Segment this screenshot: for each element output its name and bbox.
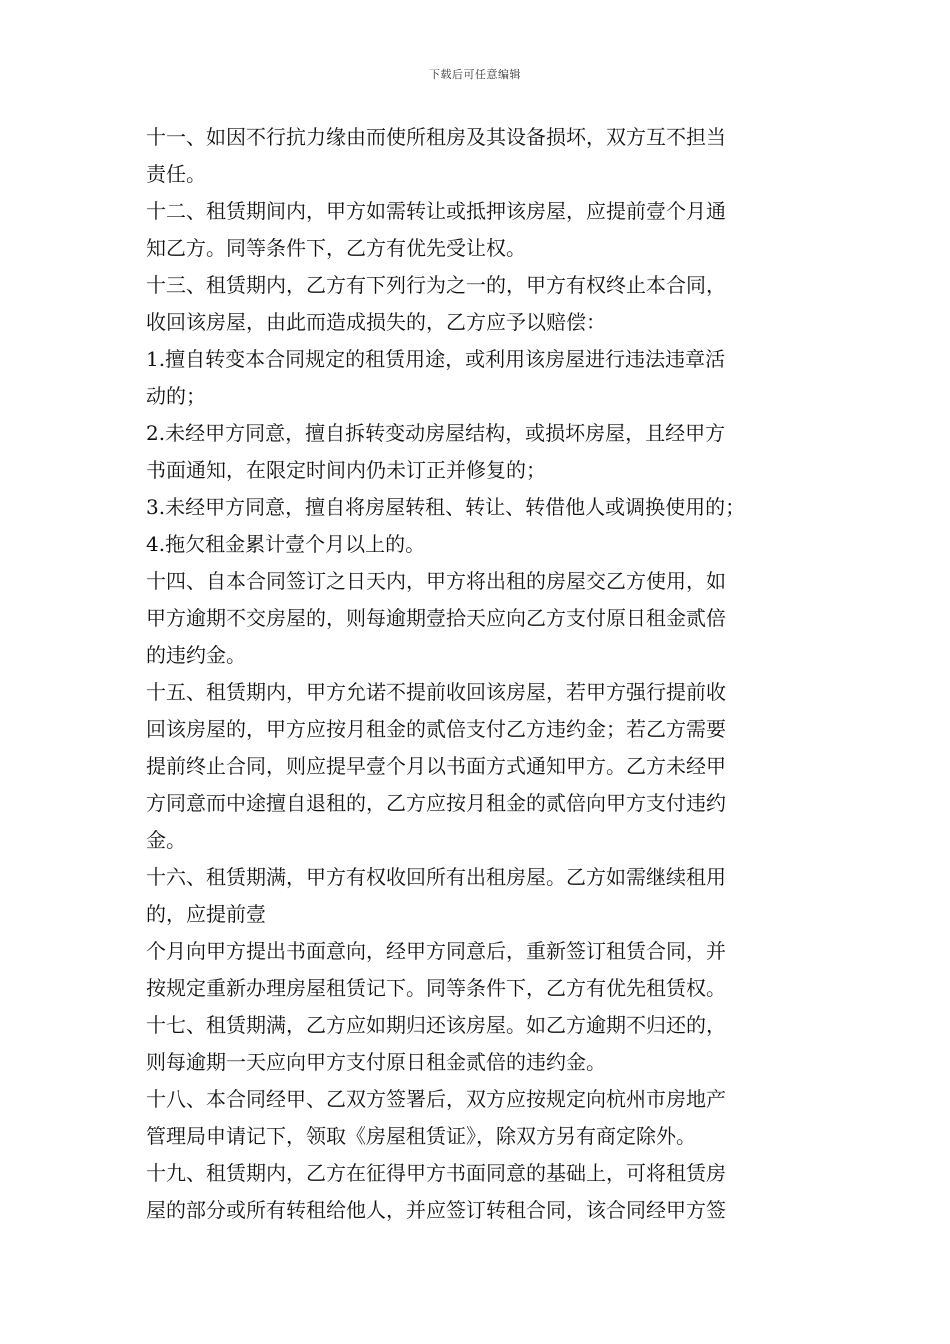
page-header-note: 下载后可任意编辑 (429, 68, 521, 81)
text-line: 屋的部分或所有转租给他人，并应签订转租合同，该合同经甲方签 (146, 1198, 726, 1222)
text-line: 则每逾期一天应向甲方支付原日租金贰倍的违约金。 (146, 1050, 606, 1074)
paragraph (146, 1007, 806, 1081)
text-line: 的，应提前壹 (146, 902, 266, 926)
text-line: 十六、租赁期满，甲方有权收回所有出租房屋。乙方如需继续租用 (146, 865, 726, 889)
text-line: 2.未经甲方同意，擅自拆转变动房屋结构，或损坏房屋，且经甲方 (146, 421, 726, 445)
text-line: 1.擅自转变本合同规定的租赁用途，或利用该房屋进行违法违章活 (146, 347, 726, 371)
text-line: 书面通知，在限定时间内仍未订正并修复的； (146, 458, 546, 482)
paragraph (146, 193, 806, 267)
text-line: 方同意而中途擅自退租的，乙方应按月租金的贰倍向甲方支付违约 (146, 791, 726, 815)
paragraph (146, 933, 806, 1007)
paragraph (146, 859, 806, 933)
text-line: 责任。 (146, 162, 206, 186)
paragraph (146, 489, 806, 526)
paragraph (146, 119, 806, 193)
paragraph (146, 267, 806, 341)
paragraph (146, 526, 806, 563)
paragraph (146, 341, 806, 415)
document-body (146, 119, 806, 1229)
text-line: 3.未经甲方同意，擅自将房屋转租、转让、转借他人或调换使用的； (146, 495, 746, 519)
paragraph (146, 415, 806, 489)
text-line: 4.拖欠租金累计壹个月以上的。 (146, 532, 426, 556)
text-line: 动的； (146, 384, 206, 408)
paragraph (146, 1155, 806, 1229)
text-line: 管理局申请记下，领取《房屋租赁证》，除双方另有商定除外。 (146, 1124, 696, 1148)
text-line: 十五、租赁期内，甲方允诺不提前收回该房屋，若甲方强行提前收 (146, 680, 726, 704)
text-line: 十二、租赁期间内，甲方如需转让或抵押该房屋，应提前壹个月通 (146, 199, 726, 223)
text-line: 金。 (146, 828, 186, 852)
text-line: 十九、租赁期内，乙方在征得甲方书面同意的基础上，可将租赁房 (146, 1161, 726, 1185)
paragraph (146, 674, 806, 859)
text-line: 甲方逾期不交房屋的，则每逾期壹拾天应向乙方支付原日租金贰倍 (146, 606, 726, 630)
paragraph (146, 563, 806, 674)
paragraph (146, 1081, 806, 1155)
text-line: 十三、租赁期内，乙方有下列行为之一的，甲方有权终止本合同， (146, 273, 726, 297)
text-line: 十八、本合同经甲、乙双方签署后，双方应按规定向杭州市房地产 (146, 1087, 726, 1111)
text-line: 回该房屋的，甲方应按月租金的贰倍支付乙方违约金；若乙方需要 (146, 717, 726, 741)
text-line: 知乙方。同等条件下，乙方有优先受让权。 (146, 236, 526, 260)
text-line: 十四、自本合同签订之日天内，甲方将出租的房屋交乙方使用，如 (146, 569, 726, 593)
text-line: 收回该房屋，由此而造成损失的，乙方应予以赔偿： (146, 310, 606, 334)
text-line: 提前终止合同，则应提早壹个月以书面方式通知甲方。乙方未经甲 (146, 754, 726, 778)
text-line: 的违约金。 (146, 643, 246, 667)
text-line: 个月向甲方提出书面意向，经甲方同意后，重新签订租赁合同，并 (146, 939, 726, 963)
text-line: 按规定重新办理房屋租赁记下。同等条件下，乙方有优先租赁权。 (146, 976, 726, 1000)
text-line: 十一、如因不行抗力缘由而使所租房及其设备损坏，双方互不担当 (146, 125, 726, 149)
text-line: 十七、租赁期满，乙方应如期归还该房屋。如乙方逾期不归还的， (146, 1013, 726, 1037)
